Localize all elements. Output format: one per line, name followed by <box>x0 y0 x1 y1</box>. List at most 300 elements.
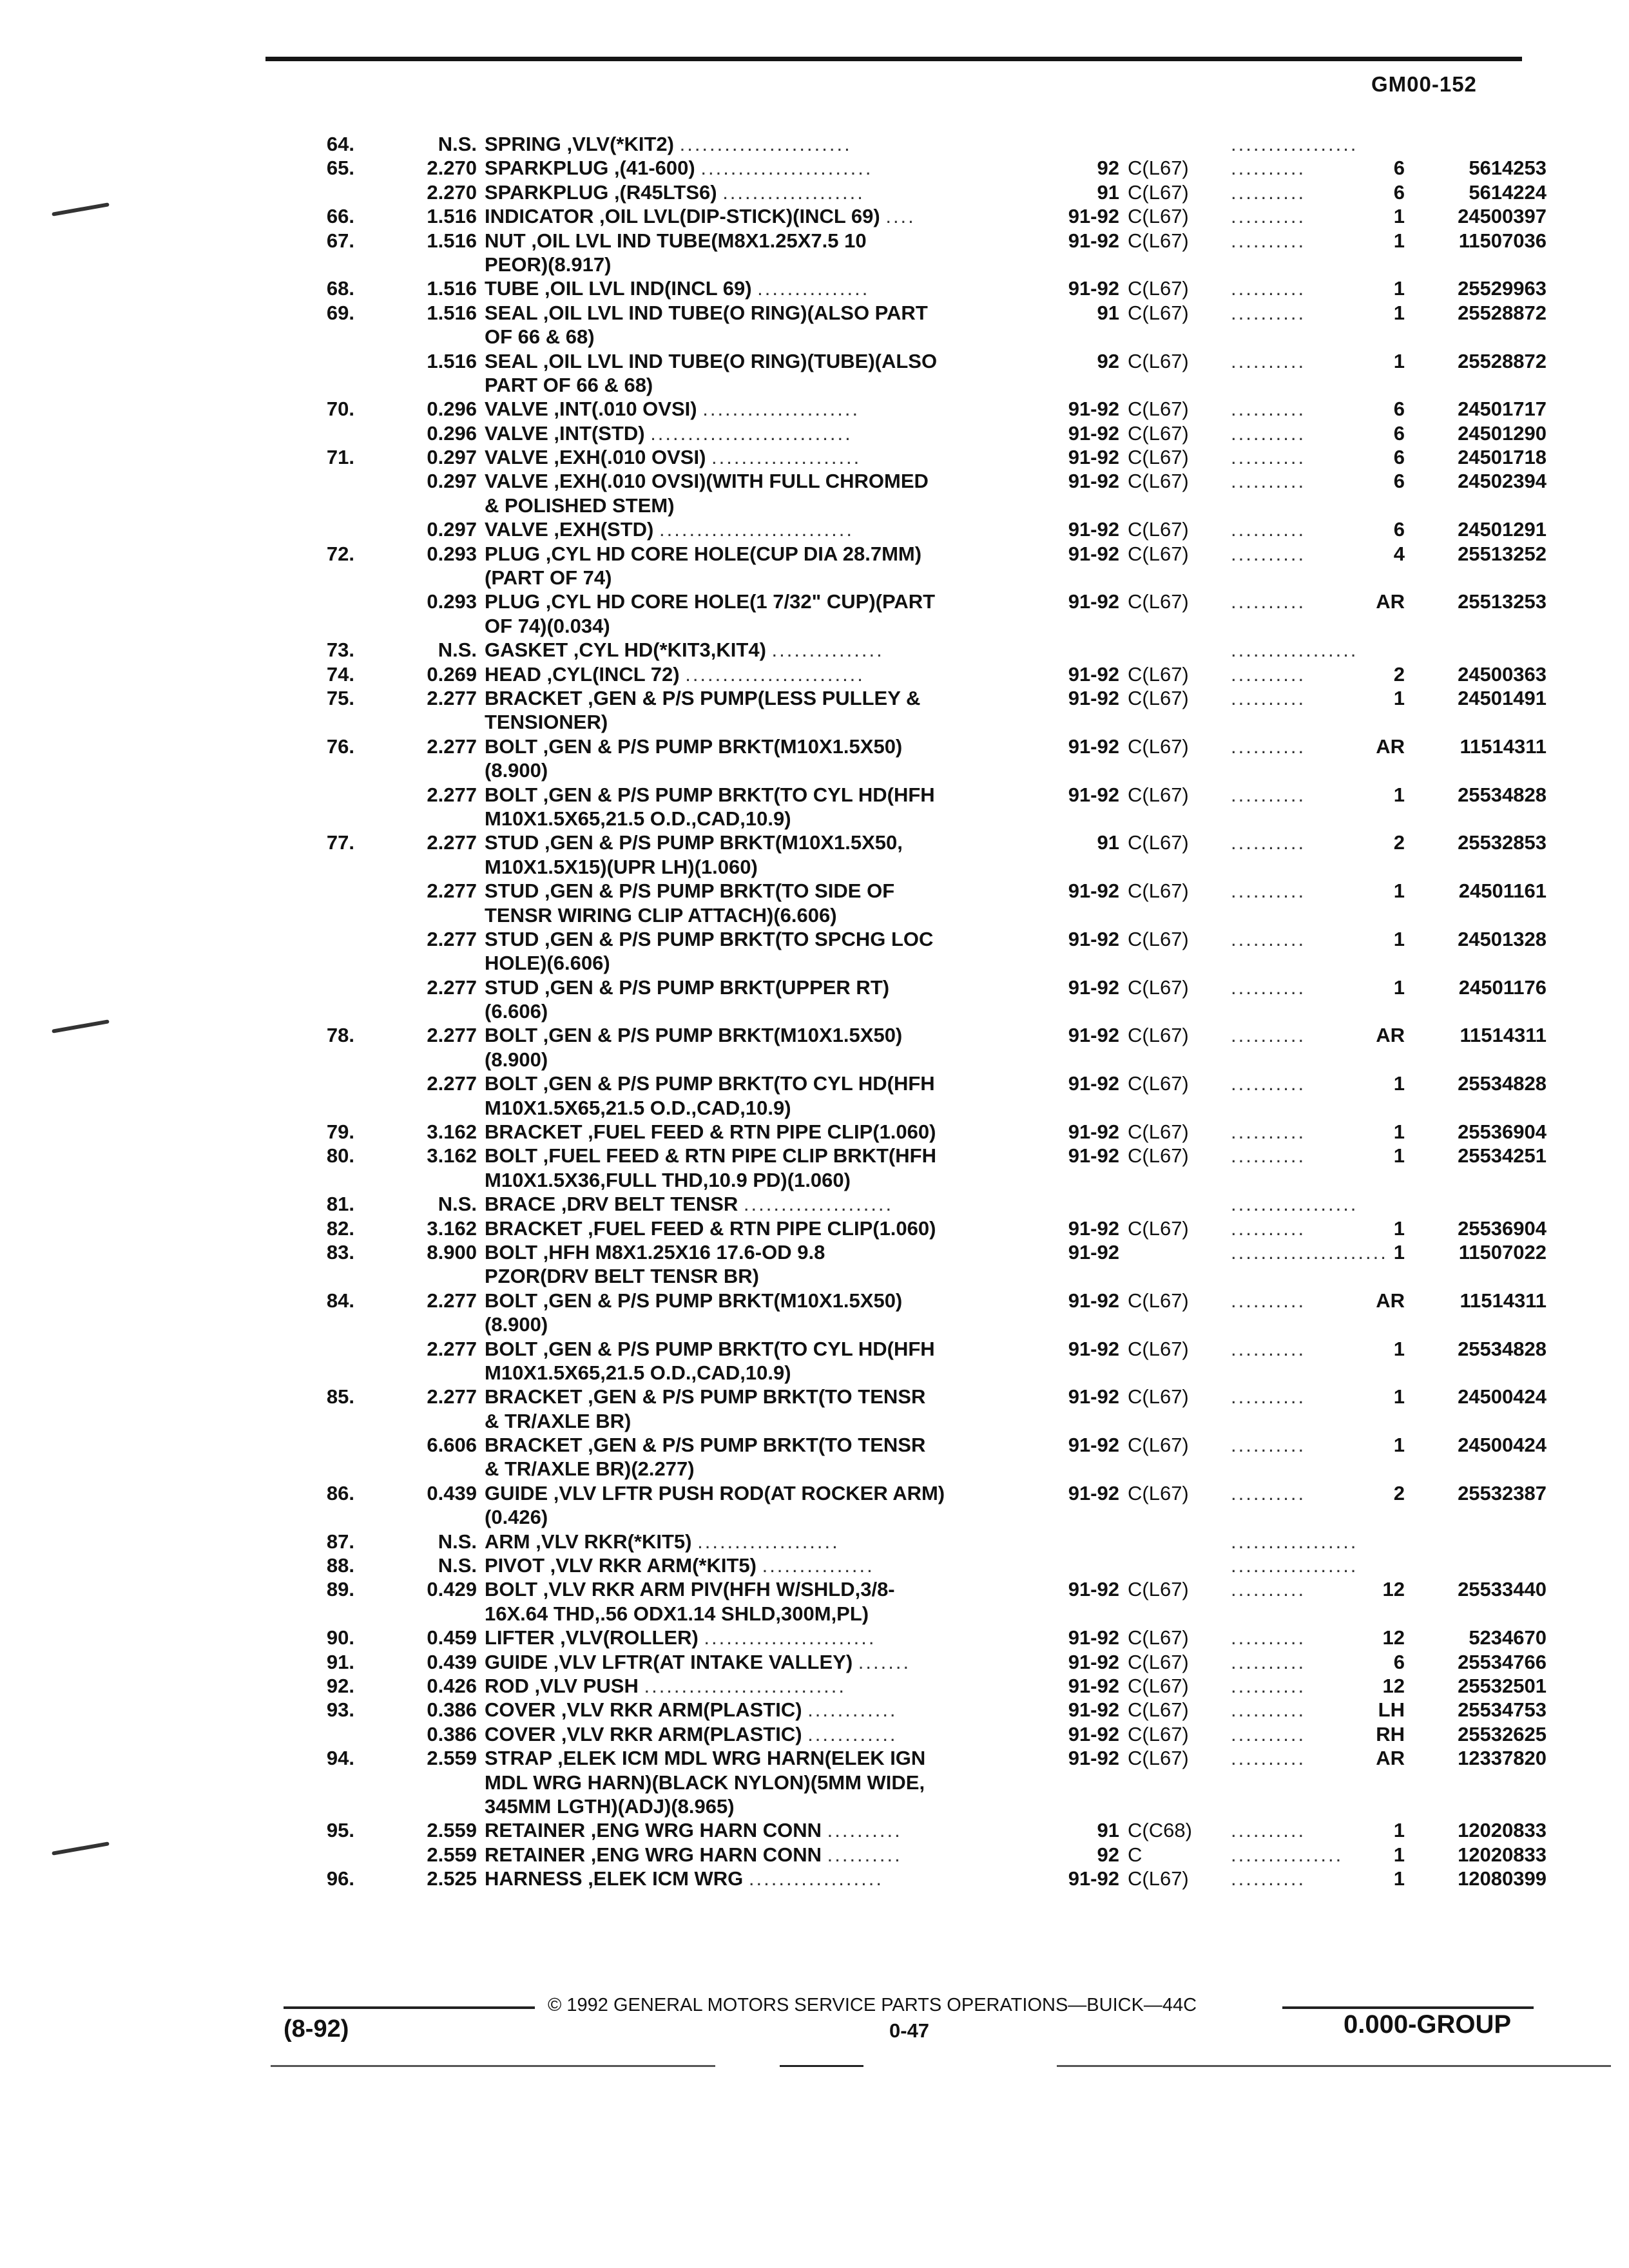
description-text: MDL WRG HARN)(BLACK NYLON)(5MM WIDE, <box>485 1771 925 1794</box>
part-number: 25529963 <box>1458 277 1547 300</box>
model-code: C(C68) <box>1128 1819 1192 1842</box>
part-number: 25534828 <box>1458 783 1547 806</box>
quantity: 6 <box>1393 398 1405 421</box>
model-code: C(L67) <box>1128 1578 1189 1601</box>
item-number: 91. <box>326 1650 354 1673</box>
binder-hole-mark <box>52 1019 110 1033</box>
model-years: 91-92 <box>1068 229 1119 252</box>
top-rule <box>265 57 1522 61</box>
parts-row <box>284 349 1547 373</box>
parts-row <box>284 445 1547 469</box>
part-number: 11514311 <box>1460 1024 1547 1047</box>
quantity: 12 <box>1382 1578 1405 1601</box>
part-description <box>485 373 1155 397</box>
description-text: RETAINER ,ENG WRG HARN CONN <box>485 1843 822 1866</box>
model-years: 91-92 <box>1068 1385 1119 1408</box>
leader-dots: .......... <box>1231 590 1306 613</box>
description-text: PEOR)(8.917) <box>485 253 612 276</box>
description-leader: ............ <box>807 1698 898 1722</box>
leader-dots: .......... <box>1231 205 1306 228</box>
model-years: 91 <box>1097 180 1119 204</box>
group-number: 2.277 <box>427 879 477 903</box>
part-description <box>485 132 1155 156</box>
leader-dots: .......... <box>1231 446 1306 469</box>
parts-row <box>284 758 1547 782</box>
part-number: 12080399 <box>1458 1867 1547 1890</box>
leader-dots: .......... <box>1231 1819 1306 1842</box>
part-description <box>485 1048 1155 1072</box>
part-number: 25532501 <box>1458 1675 1547 1697</box>
description-text: GUIDE ,VLV LFTR(AT INTAKE VALLEY) <box>485 1650 853 1673</box>
parts-row <box>284 276 1547 300</box>
item-number: 84. <box>326 1289 354 1312</box>
parts-row <box>284 1577 1547 1601</box>
model-code: C(L67) <box>1128 879 1189 903</box>
parts-row <box>284 301 1547 325</box>
part-number: 24501717 <box>1458 398 1547 421</box>
parts-row <box>284 397 1547 421</box>
part-description <box>485 1096 1155 1120</box>
parts-row <box>284 1361 1547 1385</box>
parts-row <box>284 1771 1547 1794</box>
model-code: C(L67) <box>1128 1698 1189 1722</box>
description-text: SPRING ,VLV(*KIT2) <box>485 133 674 155</box>
parts-row <box>284 1240 1547 1264</box>
description-text: VALVE ,EXH(STD) <box>485 518 654 541</box>
item-number: 96. <box>326 1867 354 1890</box>
part-description <box>485 1530 1155 1553</box>
model-years: 91 <box>1097 301 1119 324</box>
group-number: 0.297 <box>427 518 477 541</box>
model-years: 91-92 <box>1068 879 1119 903</box>
part-number: 5614253 <box>1469 157 1547 180</box>
description-text: PLUG ,CYL HD CORE HOLE(1 7/32" CUP)(PART <box>485 590 936 613</box>
item-number: 85. <box>326 1385 354 1408</box>
bottom-rule <box>780 2065 863 2067</box>
description-text: INDICATOR ,OIL LVL(DIP-STICK)(INCL 69) <box>485 205 880 228</box>
model-code: C(L67) <box>1128 205 1189 228</box>
model-code: C(L67) <box>1128 1337 1189 1360</box>
document-id: GM00-152 <box>1371 72 1477 96</box>
parts-row <box>284 927 1547 951</box>
parts-row <box>284 1144 1547 1168</box>
item-number: 74. <box>326 662 354 686</box>
quantity: 1 <box>1393 1120 1405 1144</box>
part-description <box>485 710 1155 734</box>
part-number: 24501718 <box>1458 446 1547 469</box>
item-number: 95. <box>326 1819 354 1842</box>
parts-row <box>284 1722 1547 1746</box>
parts-row <box>284 469 1547 493</box>
parts-row <box>284 903 1547 927</box>
part-number: 25536904 <box>1458 1216 1547 1240</box>
parts-row <box>284 1505 1547 1529</box>
model-years: 91-92 <box>1068 542 1119 565</box>
part-description <box>485 1553 1155 1577</box>
group-number: 2.559 <box>427 1747 477 1770</box>
model-years: 91-92 <box>1068 398 1119 421</box>
parts-row <box>284 999 1547 1023</box>
part-description <box>485 1192 1155 1216</box>
quantity: AR <box>1376 735 1405 758</box>
parts-row <box>284 735 1547 758</box>
quantity: AR <box>1376 1289 1405 1312</box>
part-description <box>485 1409 1155 1433</box>
item-number: 89. <box>326 1578 354 1601</box>
description-text: SEAL ,OIL LVL IND TUBE(O RING)(ALSO PART <box>485 301 928 324</box>
item-number: 66. <box>326 205 354 228</box>
description-text: TENSR WIRING CLIP ATTACH)(6.606) <box>485 903 837 927</box>
description-text: BRACE ,DRV BELT TENSR <box>485 1193 738 1216</box>
description-leader: .......... <box>827 1843 902 1866</box>
description-text: RETAINER ,ENG WRG HARN CONN <box>485 1819 822 1842</box>
leader-dots: ................. <box>1231 1193 1358 1216</box>
model-code: C(L67) <box>1128 1072 1189 1095</box>
part-description <box>485 1602 1155 1626</box>
model-code: C(L67) <box>1128 1747 1189 1770</box>
leader-dots: .......... <box>1231 735 1306 758</box>
model-code: C(L67) <box>1128 1024 1189 1047</box>
description-text: OF 66 & 68) <box>485 325 595 349</box>
parts-row <box>284 1312 1547 1336</box>
item-number: 90. <box>326 1626 354 1649</box>
item-number: 92. <box>326 1675 354 1697</box>
quantity: 6 <box>1393 446 1405 469</box>
group-number: 0.293 <box>427 542 477 565</box>
leader-dots: .......... <box>1231 470 1306 493</box>
part-description <box>485 1457 1155 1481</box>
model-years: 91-92 <box>1068 446 1119 469</box>
description-text: STRAP ,ELEK ICM MDL WRG HARN(ELEK IGN <box>485 1747 926 1770</box>
part-number: 25528872 <box>1458 301 1547 324</box>
description-text: COVER ,VLV RKR ARM(PLASTIC) <box>485 1722 802 1745</box>
parts-row <box>284 229 1547 253</box>
leader-dots: .......... <box>1231 277 1306 300</box>
description-text: & TR/AXLE BR)(2.277) <box>485 1457 695 1481</box>
parts-row <box>284 1818 1547 1842</box>
parts-row <box>284 1048 1547 1072</box>
group-number: 1.516 <box>427 349 477 372</box>
group-number: N.S. <box>438 1193 477 1216</box>
part-number: 24500424 <box>1458 1434 1547 1457</box>
parts-row <box>284 614 1547 638</box>
leader-dots: .......... <box>1231 1024 1306 1047</box>
description-text: PART OF 66 & 68) <box>485 373 653 396</box>
leader-dots: .......... <box>1231 1434 1306 1457</box>
group-number: 3.162 <box>427 1144 477 1168</box>
group-number: 8.900 <box>427 1240 477 1264</box>
description-text: BOLT ,GEN & P/S PUMP BRKT(TO CYL HD(HFH <box>485 783 935 806</box>
description-text: PZOR(DRV BELT TENSR BR) <box>485 1265 759 1288</box>
parts-row <box>284 542 1547 566</box>
quantity: 1 <box>1393 927 1405 950</box>
description-text: STUD ,GEN & P/S PUMP BRKT(M10X1.5X50, <box>485 831 903 854</box>
description-text: TUBE ,OIL LVL IND(INCL 69) <box>485 277 752 300</box>
quantity: 1 <box>1393 301 1405 324</box>
model-years: 91-92 <box>1068 277 1119 300</box>
leader-dots: .......... <box>1231 157 1306 180</box>
part-number: 25532625 <box>1458 1722 1547 1745</box>
description-text: 16X.64 THD,.56 ODX1.14 SHLD,300M,PL) <box>485 1602 869 1625</box>
leader-dots: .......... <box>1231 229 1306 252</box>
leader-dots: .......... <box>1231 879 1306 903</box>
leader-dots: .......... <box>1231 421 1306 445</box>
model-code: C(L67) <box>1128 1626 1189 1649</box>
model-years: 92 <box>1097 157 1119 180</box>
model-code: C(L67) <box>1128 1722 1189 1745</box>
description-text: M10X1.5X36,FULL THD,10.9 PD)(1.060) <box>485 1168 851 1191</box>
description-text: BOLT ,GEN & P/S PUMP BRKT(TO CYL HD(HFH <box>485 1072 935 1095</box>
group-number: 0.297 <box>427 470 477 493</box>
description-text: BOLT ,GEN & P/S PUMP BRKT(M10X1.5X50) <box>485 1024 903 1047</box>
leader-dots: .......... <box>1231 1337 1306 1360</box>
part-number: 25534251 <box>1458 1144 1547 1168</box>
group-number: 6.606 <box>427 1434 477 1457</box>
quantity: 6 <box>1393 421 1405 445</box>
part-number: 12337820 <box>1458 1747 1547 1770</box>
model-years: 91-92 <box>1068 975 1119 999</box>
part-number: 25534766 <box>1458 1650 1547 1673</box>
leader-dots: ............... <box>1231 1843 1344 1866</box>
group-number: 0.296 <box>427 421 477 445</box>
description-text: M10X1.5X15)(UPR LH)(1.060) <box>485 855 758 878</box>
parts-row <box>284 132 1547 156</box>
quantity: 1 <box>1393 277 1405 300</box>
description-text: & POLISHED STEM) <box>485 494 675 517</box>
item-number: 79. <box>326 1120 354 1144</box>
part-number: 12020833 <box>1458 1843 1547 1866</box>
parts-row <box>284 1674 1547 1698</box>
quantity: 1 <box>1393 1843 1405 1866</box>
model-code: C(L67) <box>1128 398 1189 421</box>
description-text: HOLE)(6.606) <box>485 952 610 975</box>
model-code: C(L67) <box>1128 1385 1189 1408</box>
item-number: 70. <box>326 398 354 421</box>
leader-dots: .......... <box>1231 1072 1306 1095</box>
description-leader: .................. <box>748 1867 883 1890</box>
description-text: BOLT ,GEN & P/S PUMP BRKT(M10X1.5X50) <box>485 735 903 758</box>
quantity: 1 <box>1393 1434 1405 1457</box>
part-number: 5614224 <box>1469 180 1547 204</box>
part-description <box>485 855 1155 879</box>
description-text: SEAL ,OIL LVL IND TUBE(O RING)(TUBE)(ALSO <box>485 349 938 372</box>
leader-dots: ................. <box>1231 133 1358 155</box>
model-code: C(L67) <box>1128 1120 1189 1144</box>
model-years: 91 <box>1097 831 1119 854</box>
model-code: C(L67) <box>1128 1675 1189 1697</box>
model-years: 91-92 <box>1068 1481 1119 1504</box>
leader-dots: .......... <box>1231 1747 1306 1770</box>
quantity: 6 <box>1393 157 1405 180</box>
part-number: 5234670 <box>1469 1626 1547 1649</box>
model-years: 91-92 <box>1068 1072 1119 1095</box>
model-years: 92 <box>1097 349 1119 372</box>
description-leader: ........................ <box>685 662 865 686</box>
model-code: C(L67) <box>1128 686 1189 709</box>
leader-dots: .......... <box>1231 398 1306 421</box>
model-years: 91-92 <box>1068 1216 1119 1240</box>
parts-row <box>284 1867 1547 1890</box>
model-code: C(L67) <box>1128 1481 1189 1504</box>
part-number: 25513253 <box>1458 590 1547 613</box>
parts-row <box>284 1289 1547 1312</box>
model-years: 91-92 <box>1068 1240 1119 1264</box>
description-text: COVER ,VLV RKR ARM(PLASTIC) <box>485 1698 802 1722</box>
description-leader: .......................... <box>659 518 854 541</box>
parts-row <box>284 1650 1547 1674</box>
parts-row <box>284 1192 1547 1216</box>
quantity: 1 <box>1393 1867 1405 1890</box>
parts-row <box>284 1385 1547 1408</box>
description-leader: ....................... <box>679 133 852 155</box>
model-code: C(L67) <box>1128 349 1189 372</box>
group-number: N.S. <box>438 639 477 662</box>
part-description <box>485 325 1155 349</box>
model-years: 91-92 <box>1068 1289 1119 1312</box>
model-code: C(L67) <box>1128 1867 1189 1890</box>
group-number: 1.516 <box>427 205 477 228</box>
leader-dots: .......... <box>1231 783 1306 806</box>
description-text: M10X1.5X65,21.5 O.D.,CAD,10.9) <box>485 807 791 830</box>
leader-dots: .......... <box>1231 1144 1306 1168</box>
item-number: 83. <box>326 1240 354 1264</box>
quantity: 6 <box>1393 180 1405 204</box>
description-text: VALVE ,EXH(.010 OVSI) <box>485 446 706 469</box>
leader-dots: .......... <box>1231 518 1306 541</box>
part-description <box>485 951 1155 975</box>
description-text: NUT ,OIL LVL IND TUBE(M8X1.25X7.5 10 <box>485 229 867 252</box>
leader-dots: .......... <box>1231 927 1306 950</box>
part-description <box>485 1794 1155 1818</box>
description-text: (8.900) <box>485 1313 548 1336</box>
part-number: 25534753 <box>1458 1698 1547 1722</box>
leader-dots: .......... <box>1231 1675 1306 1697</box>
description-text: STUD ,GEN & P/S PUMP BRKT(TO SIDE OF <box>485 879 895 903</box>
quantity: 12 <box>1382 1675 1405 1697</box>
leader-dots: .......... <box>1231 1289 1306 1312</box>
item-number: 87. <box>326 1530 354 1553</box>
description-text: M10X1.5X65,21.5 O.D.,CAD,10.9) <box>485 1096 791 1119</box>
group-number: N.S. <box>438 133 477 155</box>
part-number: 11514311 <box>1460 1289 1547 1312</box>
item-number: 65. <box>326 157 354 180</box>
model-code: C(L67) <box>1128 470 1189 493</box>
group-number: 0.439 <box>427 1481 477 1504</box>
description-leader: .................... <box>711 446 862 469</box>
description-text: M10X1.5X65,21.5 O.D.,CAD,10.9) <box>485 1361 791 1384</box>
group-number: 2.277 <box>427 686 477 709</box>
group-number: 2.277 <box>427 927 477 950</box>
leader-dots: .......... <box>1231 1216 1306 1240</box>
footer-rule-left <box>284 2006 535 2009</box>
parts-row <box>284 1553 1547 1577</box>
description-text: BOLT ,FUEL FEED & RTN PIPE CLIP BRKT(HFH <box>485 1144 936 1168</box>
model-years: 91-92 <box>1068 1867 1119 1890</box>
part-description <box>485 1312 1155 1336</box>
group-number: 2.270 <box>427 157 477 180</box>
model-years: 91-92 <box>1068 470 1119 493</box>
model-code: C(L67) <box>1128 518 1189 541</box>
model-code: C(L67) <box>1128 590 1189 613</box>
description-leader: .......... <box>827 1819 902 1842</box>
part-number: 12020833 <box>1458 1819 1547 1842</box>
item-number: 77. <box>326 831 354 854</box>
description-text: (0.426) <box>485 1506 548 1529</box>
group-number: 0.429 <box>427 1578 477 1601</box>
item-number: 67. <box>326 229 354 252</box>
parts-row <box>284 1626 1547 1649</box>
quantity: LH <box>1378 1698 1405 1722</box>
description-text: 345MM LGTH)(ADJ)(8.965) <box>485 1794 735 1818</box>
group-number: 3.162 <box>427 1120 477 1144</box>
description-text: (8.900) <box>485 759 548 782</box>
parts-row <box>284 710 1547 734</box>
model-years: 91-92 <box>1068 1144 1119 1168</box>
description-leader: ............... <box>757 277 870 300</box>
parts-row <box>284 1843 1547 1867</box>
model-code: C(L67) <box>1128 301 1189 324</box>
parts-row <box>284 1433 1547 1457</box>
model-code: C(L67) <box>1128 542 1189 565</box>
description-text: BOLT ,GEN & P/S PUMP BRKT(M10X1.5X50) <box>485 1289 903 1312</box>
part-description <box>485 1168 1155 1192</box>
description-text: (PART OF 74) <box>485 566 612 590</box>
model-code: C(L67) <box>1128 180 1189 204</box>
part-number: 24501290 <box>1458 421 1547 445</box>
parts-row <box>284 879 1547 903</box>
part-description <box>485 1361 1155 1385</box>
part-number: 25528872 <box>1458 349 1547 372</box>
item-number: 69. <box>326 301 354 324</box>
parts-row <box>284 686 1547 710</box>
parts-row <box>284 566 1547 590</box>
quantity: 1 <box>1393 205 1405 228</box>
parts-row <box>284 975 1547 999</box>
leader-dots: .......... <box>1231 1698 1306 1722</box>
group-number: 2.277 <box>427 783 477 806</box>
parts-row <box>284 590 1547 613</box>
part-description <box>485 638 1155 662</box>
part-number: 24500424 <box>1458 1385 1547 1408</box>
model-years: 91-92 <box>1068 1337 1119 1360</box>
description-leader: ........................... <box>650 421 853 445</box>
group-number: 2.270 <box>427 180 477 204</box>
model-years: 91-92 <box>1068 1434 1119 1457</box>
parts-row <box>284 1168 1547 1192</box>
parts-row <box>284 1072 1547 1095</box>
quantity: 1 <box>1393 879 1405 903</box>
group-number: N.S. <box>438 1530 477 1553</box>
leader-dots: ................. <box>1231 1530 1358 1553</box>
part-number: 24501491 <box>1458 686 1547 709</box>
group-number: 1.516 <box>427 277 477 300</box>
model-years: 91-92 <box>1068 735 1119 758</box>
parts-row <box>284 494 1547 517</box>
model-years: 91-92 <box>1068 686 1119 709</box>
part-number: 24501291 <box>1458 518 1547 541</box>
group-number: 2.277 <box>427 735 477 758</box>
part-description <box>485 758 1155 782</box>
model-years: 91 <box>1097 1819 1119 1842</box>
quantity: 1 <box>1393 1216 1405 1240</box>
part-number: 24501176 <box>1458 975 1547 999</box>
parts-row <box>284 1120 1547 1144</box>
leader-dots: .......... <box>1231 686 1306 709</box>
leader-dots: ................. <box>1231 639 1358 662</box>
model-years: 91-92 <box>1068 1747 1119 1770</box>
parts-row <box>284 1457 1547 1481</box>
description-leader: .................... <box>743 1193 894 1216</box>
